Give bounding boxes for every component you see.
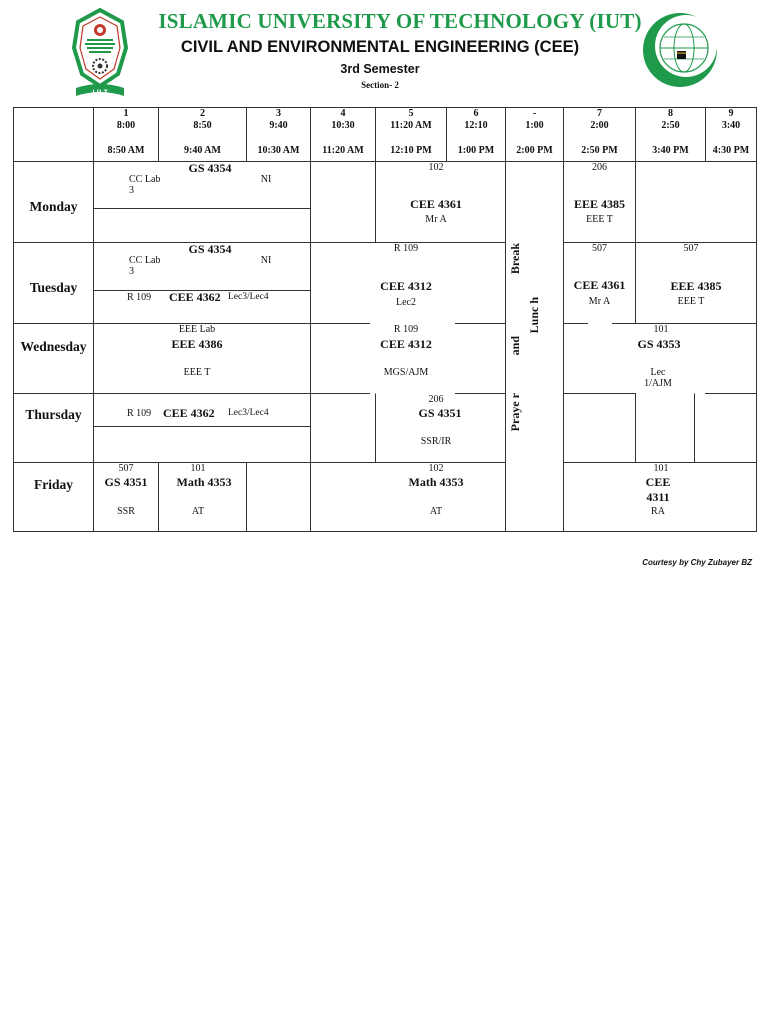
wednesday-c7-course: GS 4353 <box>637 337 681 351</box>
period-7: 7 2:00 2:50 PM <box>581 108 618 156</box>
friday-c2-room: 101 <box>190 463 206 474</box>
tuesday-teacher: NI <box>260 255 272 266</box>
day-friday: Friday <box>34 477 73 492</box>
period-6: 6 12:10 1:00 PM <box>457 108 495 156</box>
tuesday-c8-teacher: EEE T <box>677 296 705 307</box>
wednesday-course: EEE 4386 <box>171 337 223 351</box>
logo-text: I U T <box>92 89 108 96</box>
thursday-c5-teacher: SSR/IR <box>420 436 452 447</box>
period-9: 9 3:40 4:30 PM <box>712 108 750 156</box>
wednesday-lab: EEE Lab <box>178 324 216 335</box>
period-1: 1 8:00 8:50 AM <box>107 108 145 156</box>
wednesday-c7-note1: Lec <box>650 367 666 378</box>
monday-teacher: NI <box>260 174 272 185</box>
wednesday-c4-course: CEE 4312 <box>380 337 432 351</box>
period-5: 5 11:20 AM 12:10 PM <box>390 108 432 156</box>
monday-c5-room: 102 <box>428 162 444 173</box>
friday-c1-room: 507 <box>118 463 134 474</box>
tuesday-lec-note: Lec3/Lec4 <box>228 292 269 302</box>
tuesday-c7-teacher: Mr A <box>588 296 611 307</box>
break-label: Break <box>508 243 522 275</box>
tuesday-c4-course: CEE 4312 <box>380 279 432 293</box>
day-wednesday: Wednesday <box>20 339 87 354</box>
friday-c1-teacher: SSR <box>117 506 135 517</box>
monday-c7-teacher: EEE T <box>586 214 613 225</box>
monday-c5-teacher: Mr A <box>425 214 447 225</box>
thursday-lec-room: R 109 <box>127 408 152 419</box>
period-8: 8 2:50 3:40 PM <box>652 108 689 156</box>
wednesday-c7-room: 101 <box>653 324 669 335</box>
monday-lab: CC Lab <box>129 174 161 185</box>
day-thursday: Thursday <box>25 407 82 422</box>
friday-c2-course: Math 4353 <box>176 475 232 489</box>
monday-lab-num: 3 <box>129 185 134 196</box>
semester-label: 3rd Semester <box>340 62 420 76</box>
friday-c5-teacher: AT <box>429 506 443 517</box>
wednesday-c4-room: R 109 <box>393 324 419 335</box>
thursday-c5-room: 206 <box>428 394 444 405</box>
friday-c7-course1: CEE <box>645 475 671 489</box>
wednesday-teacher: EEE T <box>183 367 211 378</box>
friday-c5-course: Math 4353 <box>408 475 464 489</box>
tuesday-c8-room: 507 <box>683 243 699 254</box>
tuesday-c4-note: Lec2 <box>396 297 416 308</box>
monday-c5-course: CEE 4361 <box>410 197 462 211</box>
friday-c5-room: 102 <box>428 463 444 474</box>
thursday-lec-course: CEE 4362 <box>163 406 215 420</box>
department-title: CIVIL AND ENVIRONMENTAL ENGINEERING (CEE) <box>180 38 580 56</box>
university-title: ISLAMIC UNIVERSITY OF TECHNOLOGY (IUT) <box>158 9 642 33</box>
tuesday-c7-course: CEE 4361 <box>573 278 626 292</box>
period-2: 2 8:50 9:40 AM <box>184 108 221 156</box>
friday-c7-room: 101 <box>653 463 669 474</box>
tuesday-lab-num: 3 <box>129 266 134 277</box>
tuesday-lab: CC Lab <box>129 255 161 266</box>
section-label: Section- 2 <box>361 80 399 90</box>
tuesday-course: GS 4354 <box>188 242 232 256</box>
tuesday-c8-course: EEE 4385 <box>670 279 722 293</box>
tuesday-lec-room: R 109 <box>127 292 152 303</box>
friday-c2-teacher: AT <box>191 506 205 517</box>
period-4: 4 10:30 11:20 AM <box>322 108 364 156</box>
tuesday-c7-room: 507 <box>592 243 607 254</box>
thursday-lec-note: Lec3/Lec4 <box>228 408 269 418</box>
tuesday-lec-course: CEE 4362 <box>169 290 221 304</box>
period-3: 3 9:40 10:30 AM <box>257 108 300 156</box>
day-monday: Monday <box>29 199 78 214</box>
friday-c1-course: GS 4351 <box>104 475 148 489</box>
courtesy-note: Courtesy by Chy Zubayer BZ <box>642 558 752 567</box>
prayer-label: Praye r <box>508 393 522 432</box>
and-label: and <box>508 336 522 356</box>
period-break: - 1:00 2:00 PM <box>516 108 553 156</box>
monday-c7-room: 206 <box>592 162 607 173</box>
monday-course: GS 4354 <box>188 161 232 175</box>
wednesday-c7-note2: 1/AJM <box>644 378 672 389</box>
day-tuesday: Tuesday <box>29 280 78 295</box>
tuesday-c4-room: R 109 <box>393 243 419 254</box>
friday-c7-teacher: RA <box>651 506 665 517</box>
monday-c7-course: EEE 4385 <box>573 197 625 211</box>
thursday-c5-course: GS 4351 <box>418 406 462 420</box>
wednesday-c4-teacher: MGS/AJM <box>383 367 429 378</box>
lunch-label: Lunc h <box>527 297 541 334</box>
friday-c7-course2: 4311 <box>646 490 670 504</box>
